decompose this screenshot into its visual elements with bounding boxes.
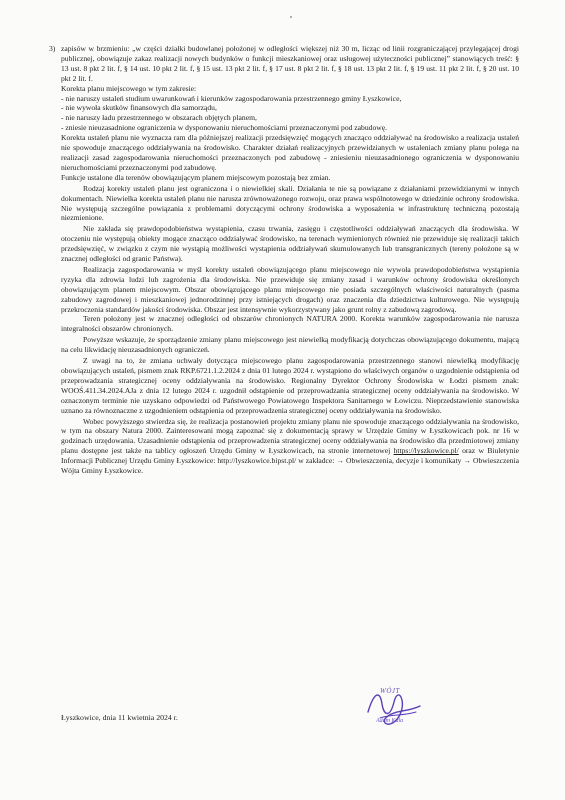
paragraph-korekta: Korekta ustaleń planu nie wyznacza ram dla późniejszej realizacji przedsięwzięć mogących znacząco oddziaływać na środowisko a realizacja ustaleń nie spowoduje znaczącego oddziaływania na środowisko. Charakter działań realizacyjnych przewidzianych w ustaleniach zmiany planu polega na realizacji zasad zagospodarowania nieruchomości przeznaczonych pod zabudowę - zniesieniu nieuzasadnionego ograniczenia w dysponowaniu nieruchomościami przeznaczonymi pod zabudowę. xyxy=(61,133,519,172)
paragraph-powyzsze: Powyższe wskazuje, że sporządzenie zmiany planu miejscowego jest niewielką modyfikacją dotychczas obowiązującego dokumentu, mającą na celu likwidację nieuzasadnionych ograniczeń. xyxy=(61,335,519,355)
list-item-3 xyxy=(49,44,519,84)
website-link[interactable]: https://lyszkowice.pl/ xyxy=(393,446,459,456)
bullet-item: - nie wywoła skutków finansowych dla samorządu, xyxy=(61,103,217,113)
paragraph-uwagi: Z uwagi na to, że zmiana uchwały dotycząca miejscowego planu zagospodarowania przestrzennego stanowi niewielką modyfikację obowiązujących ustaleń, pismem znak RKP.6721.1.2.2024 z dnia 01 lutego 2024 r. wystąpiono do właściwych organów o uzgodnienie odstąpienia od przeprowadzania strategicznej oceny oddziaływania na środowisko. Regionalny Dyrektor Ochrony Środowiska w Łodzi pismem znak: WOOŚ.411.34.2024.AJa z dnia 12 lutego 2024 r. uzgodnił odstąpienie od przeprowadzania strategicznej oceny oddziaływania na środowisko. W oznaczonym terminie nie uzyskano odpowiedzi od Państwowego Powiatowego Inspektora Sanitarnego w Łowiczu. Nieprzedstawienie stanowiska uznano za równoznaczne z uzgodnieniem odstąpienia od przeprowadzenia strategicznej oceny oddziaływania na środowisko. xyxy=(61,356,519,415)
bullet-item: - nie naruszy ładu przestrzennego w obszarach objętych planem, xyxy=(61,113,257,123)
document-body xyxy=(49,44,519,476)
scan-speck xyxy=(290,16,292,18)
paragraph-teren: Teren położony jest w znacznej odległości od obszarów chronionych NATURA 2000. Korekta warunków zagospodarowania nie narusza integralności obszarów chronionych. xyxy=(61,314,519,334)
paragraph-nie-zaklada: Nie zakłada się prawdopodobieństwa wystąpienia, czasu trwania, zasięgu i częstotliwości oddziaływań znaczących dla środowiska. W otoczeniu nie występują obiekty mogące znacząco oddziaływać środowisko, na terenach wymienionych również nie przewiduje się realizacji takich przedsięwzięć, w związku z czym nie wystąpią możliwości wystąpienia oddziaływań skumulowanych lub transgranicznych (tereny położone są w znacznej odległości od granic Państwa). xyxy=(61,224,519,264)
paragraph-funkcje: Funkcje ustalone dla terenów obowiązującym planem miejscowym pozostają bez zmian. xyxy=(61,172,331,182)
stamp-title: WÓJT xyxy=(380,687,400,695)
korekta-intro: Korekta planu miejscowego w tym zakresie: xyxy=(61,83,197,93)
paragraph-realizacja: Realizacja zagospodarowania w myśl korekty ustaleń obowiązującego planu miejscowego nie wywoła prawdopodobieństwa wystąpienia ryzyka dla zdrowia ludzi lub zagrożenia dla środowiska. Nie przewiduje się zmiany zasad i warunków ochrony środowiska określonych obowiązującym planem miejscowym. Obszar obowiązującego planu miejscowego nie posiada szczególnych właściwości naturalnych (pasma zabudowy zagrodowej i mieszkaniowej jednorodzinnej przy istniejących drogach) oraz znaczenia dla dziedzictwa kulturowego. Nie występują przekroczenia standardów jakości środowiska. Obszar jest intensywnie wykorzystywany jako grunt rolny z zabudową zagrodową. xyxy=(61,264,519,314)
bullet-item: - nie naruszy ustaleń studium uwarunkowań i kierunków zagospodarowania przestrzennego gminy Łyszkowice, xyxy=(61,93,402,103)
bullet-item: - zniesie nieuzasadnione ograniczenia w dysponowaniu nieruchomościami przeznaczonymi pod zabudowę. xyxy=(61,123,387,133)
list-item-number: 3) xyxy=(49,44,56,53)
paragraph-rodzaj: Rodzaj korekty ustaleń planu jest ograniczona i o niewielkiej skali. Działania te nie są powiązane z działaniami przewidzianymi w innych dokumentach. Niewielka korekta ustaleń planu nie narusza zrównoważonego rozwoju, oraz prawa wspólnotowego w dziedzinie ochrony środowiska. Nie występują szczególne powiązania z problemami dotyczącymi ochrony środowiska a wyposażenia w infrastrukturę techniczną pozostają niezmienione. xyxy=(61,183,519,223)
paragraph-wobec-part1: Wobec powyższego stwierdza się, że realizacja postanowień projektu zmiany planu nie spowoduje znaczącego oddziaływania na środowisko, w tym na obszary Natura 2000. Zainteresowani mogą zapoznać się z dokumentacją sprawy w Urzędzie Gminy w Łyszkowicach pok. nr 16 w godzinach urzędowania. Uzasadnienie odstąpienia od przeprowadzenia strategicznej oceny oddziaływania na środowisko dla przedmiotowej zmiany planu dostępne jest także na tablicy ogłoszeń Urzędu Gminy w Łyszkowicach, na stronie internetowej xyxy=(61,416,519,456)
paragraph-wobec xyxy=(61,417,519,476)
date-line: Łyszkowice, dnia 11 kwietnia 2024 r. xyxy=(61,713,178,722)
stamp-name: Adam Kula xyxy=(376,718,404,724)
paragraph-wobec-part2: oraz w Biuletynie Informacji Publicznej Urzędu Gminy Łyszkowice: http://lyszkowice.bipst.pl/ w zakładce: → Obwieszczenia, decyzje i komunikaty → Obwieszczenia Wójta Gminy Łyszkowice. xyxy=(61,446,519,476)
list-item-text: zapisów w brzmieniu: „w części działki budowlanej położonej w odległości większej niż 30 m, licząc od linii rozgraniczającej przylegającej drogi publicznej, obowiązuje zakaz realizacji nowych budynków o funkcji mieszkaniowej oraz usługowej użyteczności publicznej” stanowiących treść: § 13 ust. 8 pkt 2 lit. f, § 14 ust. 10 pkt 2 lit. f, § 15 ust. 13 pkt 2 lit. f, § 17 ust. 8 pkt 2 lit. f, § 18 ust. 13 pkt 2 lit. f, § 19 ust. 11 pkt 2 lit. f, § 20 ust. 10 pkt 2 lit. f. xyxy=(61,44,519,83)
